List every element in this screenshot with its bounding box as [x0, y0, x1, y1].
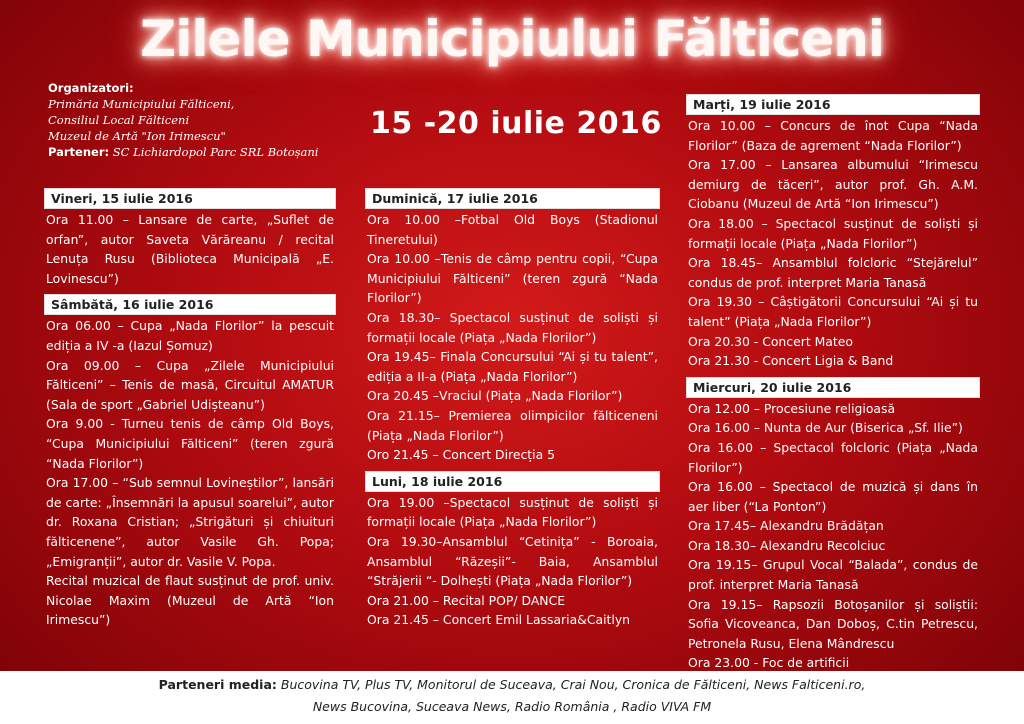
event-item: Ora 10.00 – Concurs de înot Cupa “Nada Florilor” (Baza de agrement “Nada Florilor”) — [688, 118, 978, 153]
organizer-line: Muzeul de Artă "Ion Irimescu" — [48, 129, 226, 143]
event-item: Ora 11.00 – Lansare de carte, „Suflet de orfan”, autor Saveta Vărăreanu / recital Lenuța Rusu (Biblioteca Municipală „E. Lovinescu”) — [46, 212, 334, 286]
event-item: Ora 21.15– Premierea olimpicilor fălticeneni (Piața „Nada Florilor”) — [367, 407, 658, 443]
media-partners-list: Bucovina TV, Plus TV, Monitorul de Suceava, Crai Nou, Cronica de Fălticeni, News Falticeni.ro, — [280, 677, 866, 692]
day-header: Miercuri, 20 iulie 2016 — [686, 377, 980, 398]
event-item: Ora 23.00 - Foc de artificii — [688, 655, 850, 671]
event-item: Ora 9.00 - Turneu tenis de câmp Old Boys, “Cupa Municipiului Fălticeni” (teren zgură “Nada Florilor”) — [46, 416, 334, 471]
day-header: Marți, 19 iulie 2016 — [686, 94, 980, 115]
footer-line-1 — [0, 674, 1024, 696]
event-item: Ora 19.30–Ansamblul “Cetinița” - Boroaia, Ansamblul “Răzeșii”- Baia, Ansamblul “Străjerii “- Dolhești (Piața „Nada Florilor”) — [367, 533, 658, 589]
event-item: Ora 10.00 –Fotbal Old Boys (Stadionul Tineretului) — [367, 212, 658, 247]
day-header: Duminică, 17 iulie 2016 — [365, 188, 660, 209]
event-item: Recital muzical de flaut susținut de prof. univ. Nicolae Maxim (Muzeul de Artă “Ion Irimescu”) — [46, 573, 334, 628]
event-item: Ora 17.00 – “Sub semnul Lovineștilor”, lansări de carte: „Însemnări la apusul soarelui”, autor dr. Roxana Cristian; „Strigături și chiuituri fălticenene”, autor Vasile Gh. Popa; „Emigranții”, autor dr. Vasile V. Popa. — [46, 475, 334, 569]
event-item: Ora 19.45– Finala Concursului “Ai și tu talent”, ediția a II-a (Piața „Nada Florilor”) — [367, 349, 658, 384]
partner-line — [48, 144, 318, 160]
organizer-line: Primăria Municipiului Fălticeni, — [48, 97, 235, 111]
schedule-column-3 — [686, 94, 980, 673]
event-item: Ora 16.00 – Spectacol de muzică și dans în aer liber (“La Ponton”) — [688, 479, 978, 514]
event-item: Ora 21.45 – Concert Emil Lassaria&Caitlyn — [367, 612, 631, 628]
day-header: Sâmbătă, 16 iulie 2016 — [44, 294, 336, 315]
event-item: Ora 20.45 –Vraciul (Piața „Nada Florilor”) — [367, 388, 623, 404]
media-partners-footer — [0, 671, 1024, 724]
event-item: Ora 19.15– Grupul Vocal “Balada”, condus de prof. interpret Maria Tanasă — [688, 557, 978, 593]
event-item: Ora 06.00 – Cupa „Nada Florilor” la pescuit ediția a IV -a (Iazul Șomuz) — [46, 318, 334, 353]
event-item: Ora 21.30 - Concert Ligia & Band — [688, 353, 894, 369]
media-partners-label: Parteneri media: — [158, 677, 277, 692]
event-item: Ora 18.30– Spectacol susținut de soliști și formații locale (Piața „Nada Florilor”) — [367, 309, 658, 345]
footer-line-2: News Bucovina, Suceava News, Radio România , Radio VIVA FM — [312, 699, 712, 714]
event-item: Ora 16.00 – Nunta de Aur (Biserica „Sf. Ilie”) — [688, 420, 963, 436]
event-item: Ora 10.00 –Tenis de câmp pentru copii, “Cupa Municipiului Fălticeni” (teren zgură “Nada Florilor”) — [367, 251, 658, 306]
event-item: Ora 17.45– Alexandru Brădățan — [688, 518, 884, 534]
event-item: Ora 19.00 –Spectacol susținut de soliști și formații locale (Piața „Nada Florilor”) — [367, 494, 658, 530]
event-item: Ora 18.45– Ansamblul folcloric “Stejărelul” condus de prof. interpret Maria Tanasă — [688, 255, 978, 290]
organizer-line: Consiliul Local Fălticeni — [48, 113, 190, 127]
partner-name: SC Lichiardopol Parc SRL Botoșani — [112, 145, 319, 159]
event-item: Oro 21.45 – Concert Direcția 5 — [367, 447, 556, 463]
poster-title: Zilele Municipiului Fălticeni — [140, 10, 884, 68]
event-item: Ora 18.00 – Spectacol susținut de soliști și formații locale (Piața „Nada Florilor”) — [688, 215, 978, 251]
organizers-label: Organizatori: — [48, 81, 134, 95]
event-item: Ora 19.15– Rapsozii Botoșanilor și soliștii: Sofia Vicoveanca, Dan Doboș, C.tin Petrescu, Petronela Rusu, Elena Mândrescu — [688, 596, 978, 651]
event-item: Ora 17.00 – Lansarea albumului “Irimescu demiurg de tăceri”, autor prof. Gh. A.M. Ciobanu (Muzeul de Artă “Ion Irimescu”) — [688, 157, 978, 212]
day-header: Luni, 18 iulie 2016 — [365, 471, 660, 492]
event-item: Ora 21.00 – Recital POP/ DANCE — [367, 592, 566, 608]
event-item: Ora 09.00 – Cupa „Zilele Municipiului Fălticeni” – Tenis de masă, Circuitul AMATUR (Sala de sport „Gabriel Udișteanu”) — [46, 357, 334, 412]
event-item: Ora 19.30 – Câștigătorii Concursului “Ai și tu talent” (Piața „Nada Florilor”) — [688, 294, 978, 329]
event-item: Ora 18.30– Alexandru Recolciuc — [688, 537, 886, 553]
organizers-block — [48, 80, 318, 160]
day-header: Vineri, 15 iulie 2016 — [44, 188, 336, 209]
partner-label: Partener: — [48, 145, 110, 159]
event-item: Ora 12.00 – Procesiune religioasă — [688, 400, 896, 416]
event-item: Ora 16.00 – Spectacol folcloric (Piața „Nada Florilor”) — [688, 439, 978, 475]
event-item: Ora 20.30 - Concert Mateo — [688, 333, 853, 349]
schedule-column-1 — [44, 188, 336, 630]
festival-dates: 15 -20 iulie 2016 — [370, 106, 662, 141]
schedule-column-2 — [365, 188, 660, 630]
